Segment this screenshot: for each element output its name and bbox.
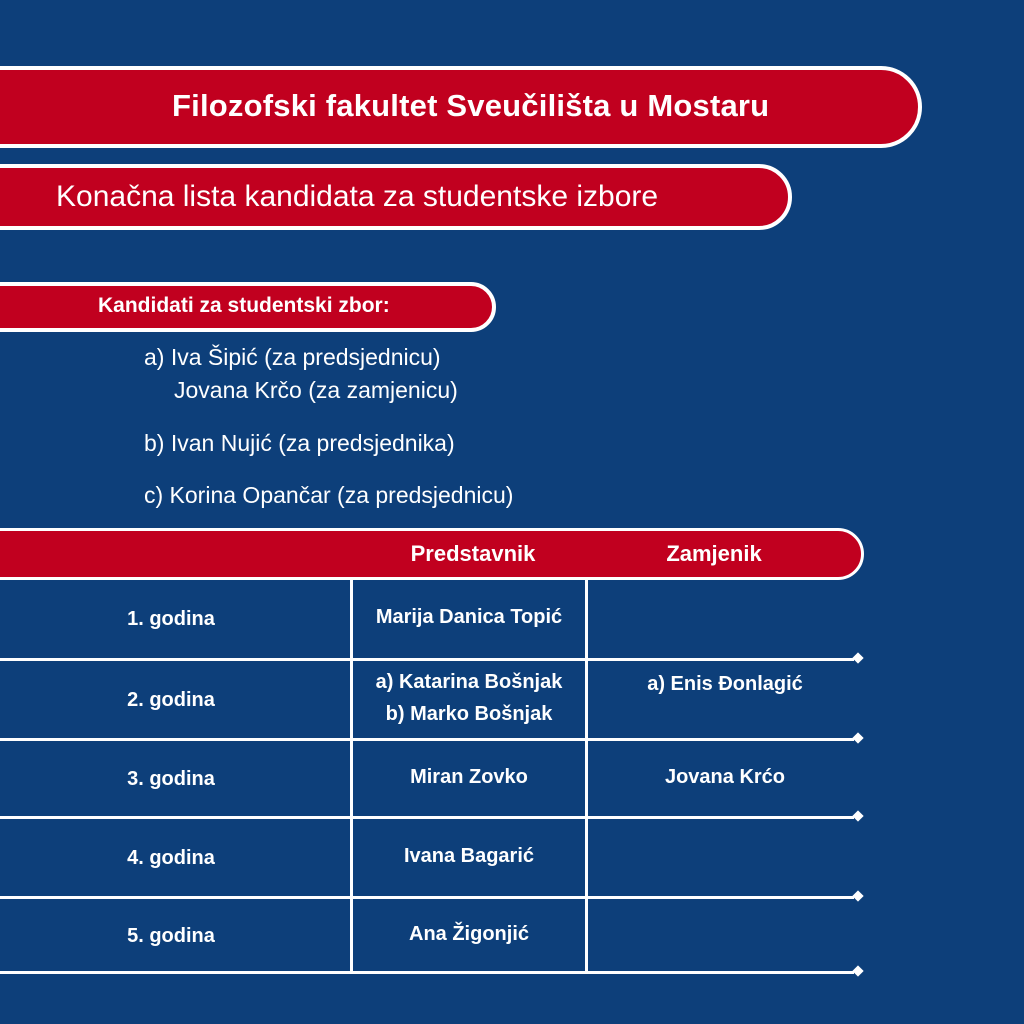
section-title: Kandidati za studentski zbor: xyxy=(98,294,390,317)
column-header-deputy: Zamjenik xyxy=(666,541,762,566)
title-banner xyxy=(0,66,922,148)
cell-representative xyxy=(353,601,585,633)
cell-representative-text: Ivana Bagarić xyxy=(403,845,535,867)
row-separator-arrow xyxy=(0,738,854,741)
cell-representative xyxy=(353,666,585,730)
page-title: Filozofski fakultet Sveučilišta u Mostaru xyxy=(172,88,770,123)
cell-representative-text: b) Marko Bošnjak xyxy=(385,703,553,725)
cell-deputy xyxy=(588,668,862,700)
candidate-c: c) Korina Opančar (za predsjednicu) xyxy=(144,482,514,508)
cell-year xyxy=(0,920,342,952)
cell-representative-text: Ana Žigonjić xyxy=(409,922,529,945)
page-subtitle: Konačna lista kandidata za studentske izbore xyxy=(56,180,659,213)
cell-year xyxy=(0,603,342,635)
column-header-representative: Predstavnik xyxy=(410,541,536,566)
cell-deputy-text: a) Enis Đonlagić xyxy=(647,673,803,695)
cell-representative xyxy=(353,918,585,950)
cell-year xyxy=(0,763,342,795)
cell-year-text: 2. godina xyxy=(127,689,215,711)
cell-year-text: 4. godina xyxy=(127,847,215,869)
row-separator-arrow xyxy=(0,896,854,899)
candidate-a-deputy: Jovana Krčo (za zamjenicu) xyxy=(174,377,458,403)
candidate-a-president: a) Iva Šipić (za predsjednicu) xyxy=(144,344,441,370)
cell-deputy xyxy=(588,761,862,793)
cell-representative-text: a) Katarina Bošnjak xyxy=(375,671,563,693)
cell-year-text: 5. godina xyxy=(127,924,215,947)
cell-representative-text: Miran Zovko xyxy=(410,766,528,788)
subtitle-banner xyxy=(0,164,792,230)
row-separator-arrow xyxy=(0,816,854,819)
row-separator-arrow xyxy=(0,658,854,661)
cell-year xyxy=(0,842,342,874)
candidate-a xyxy=(144,344,458,404)
cell-year-text: 1. godina xyxy=(127,608,215,630)
table-header xyxy=(0,528,864,580)
cell-deputy-text: Jovana Krćo xyxy=(664,766,786,788)
candidate-b: b) Ivan Nujić (za predsjednika) xyxy=(144,430,455,456)
section-banner xyxy=(0,282,496,332)
cell-year-text: 3. godina xyxy=(127,768,215,790)
cell-representative xyxy=(353,761,585,793)
cell-year xyxy=(0,684,342,716)
cell-representative xyxy=(353,840,585,872)
row-separator-arrow xyxy=(0,971,854,974)
cell-representative-text: Marija Danica Topić xyxy=(375,606,563,628)
